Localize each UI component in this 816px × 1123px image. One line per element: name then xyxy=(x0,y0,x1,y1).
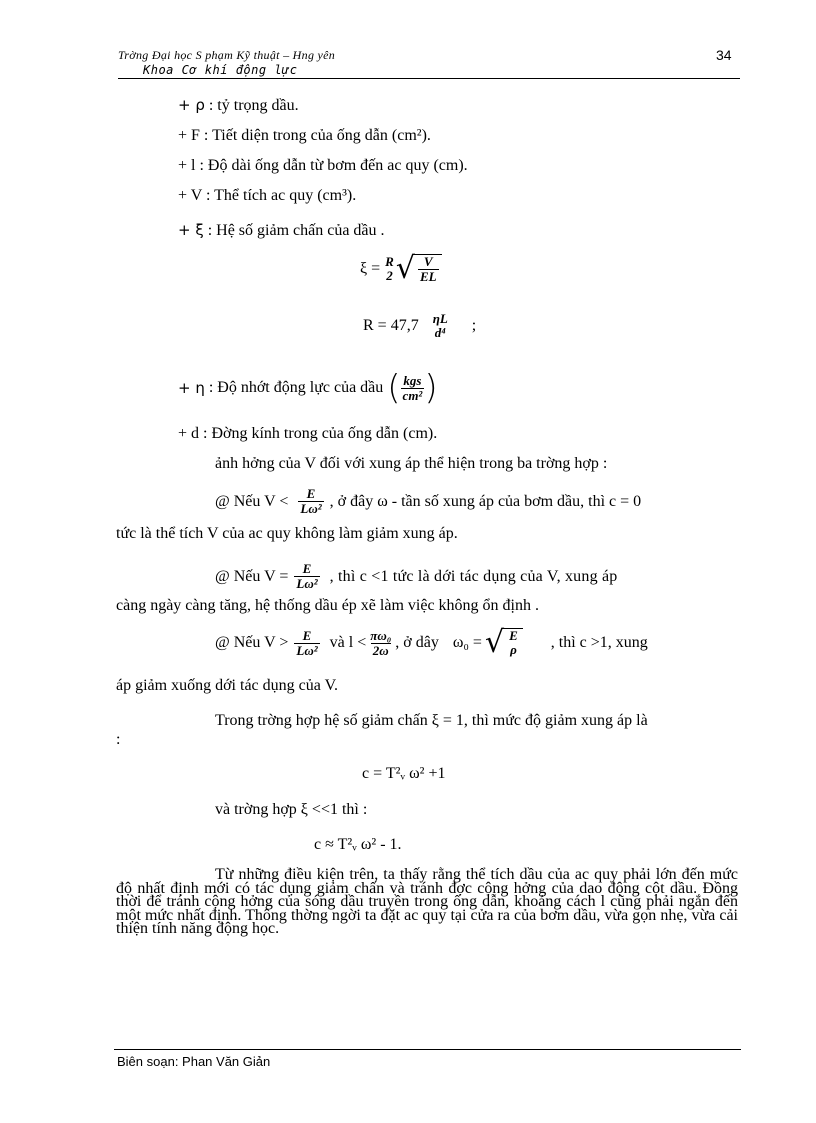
xi-one-colon: : xyxy=(116,731,121,748)
header-school: Trờng Đại học S phạm Kỹ thuật – Hng yên xyxy=(118,48,336,62)
header-divider xyxy=(118,78,740,79)
def-rho: + ρ : tỷ trọng dầu. xyxy=(178,96,299,114)
case-3: @ Nếu V > $\frac{E}{\text{Lω²}}$ và l < $\frac{\text{πω₀}}{2\omega}$ , ở dây ω₀ = √ E ρ , thì c >1, xung xyxy=(215,625,648,660)
def-F: + F : Tiết diện trong của ống dẫn (cm²). xyxy=(178,127,431,144)
def-xi: + ξ : Hệ số giảm chấn của dầu . xyxy=(178,221,385,239)
case-2-cont: càng ngày càng tăng, hệ thống dầu ép xẽ làm việc không ổn định . xyxy=(116,597,539,614)
case-2: @ Nếu V = $\frac{E}{\text{Lω²}}$ , thì c <1 tức là dới tác dụng của V, xung áp xyxy=(215,561,618,591)
equation-c2: c ≈ T²ᵥ ω² - 1. xyxy=(314,836,402,853)
def-l: + l : Độ dài ống dẫn từ bơm đến ac quy (cm). xyxy=(178,157,468,174)
equation-xi: ξ = R 2 √ $\frac{V}{EL}$ xyxy=(360,254,442,284)
def-d: + d : Đờng kính trong của ống dẫn (cm). xyxy=(178,425,438,442)
case-1: @ Nếu V < $\frac{E}{\text{Lω²}}$ , ở đây ω - tần số xung áp của bơm dầu, thì c = 0 xyxy=(215,486,642,516)
footer-author: Biên soạn: Phan Văn Giản xyxy=(117,1054,271,1069)
def-eta: + η : Độ nhớt động lực của dầu ( $\frac{\text{kgs}}{\text{cm²}}$ ) xyxy=(178,368,438,408)
case-3-cont: áp giảm xuống dới tác dụng của V. xyxy=(116,677,339,694)
case-1-cont: tức là thể tích V của ac quy không làm giảm xung áp. xyxy=(116,525,458,542)
def-V: + V : Thể tích ac quy (cm³). xyxy=(178,187,357,204)
footer-divider xyxy=(114,1049,741,1050)
xi-one-text: Trong trờng hợp hệ số giảm chấn ξ = 1, thì mức độ giảm xung áp là xyxy=(215,712,648,729)
intro-cases: ảnh hởng của V đối với xung áp thể hiện trong ba trờng hợp : xyxy=(215,455,608,472)
header-faculty: Khoa Cơ khí động lực xyxy=(143,63,298,77)
xi-small-text: và trờng hợp ξ <<1 thì : xyxy=(215,801,368,818)
equation-R: R = 47,7 ηL d⁴ ; xyxy=(363,311,477,340)
closing-paragraph: Từ những điều kiện trên, ta thấy rằng thể tích dầu của ac quy phải lớn đến mức độ nhất định mới có tác dụng giảm chấn và tránh đợc cộng hởng của dao động cột dầu. Đồng thời để tránh cộng hởng của sóng dầu truyền trong ống dẫn, khoảng cách l cũng phải ngắn đến một mức nhất định. Thông thờng ngời ta đặt ac quy tại cửa ra của bơm dầu, vừa gọn nhẹ, vừa cải thiện tính năng động học. xyxy=(116,866,738,937)
equation-c1: c = T²ᵥ ω² +1 xyxy=(362,765,446,782)
page-number: 34 xyxy=(716,47,732,63)
